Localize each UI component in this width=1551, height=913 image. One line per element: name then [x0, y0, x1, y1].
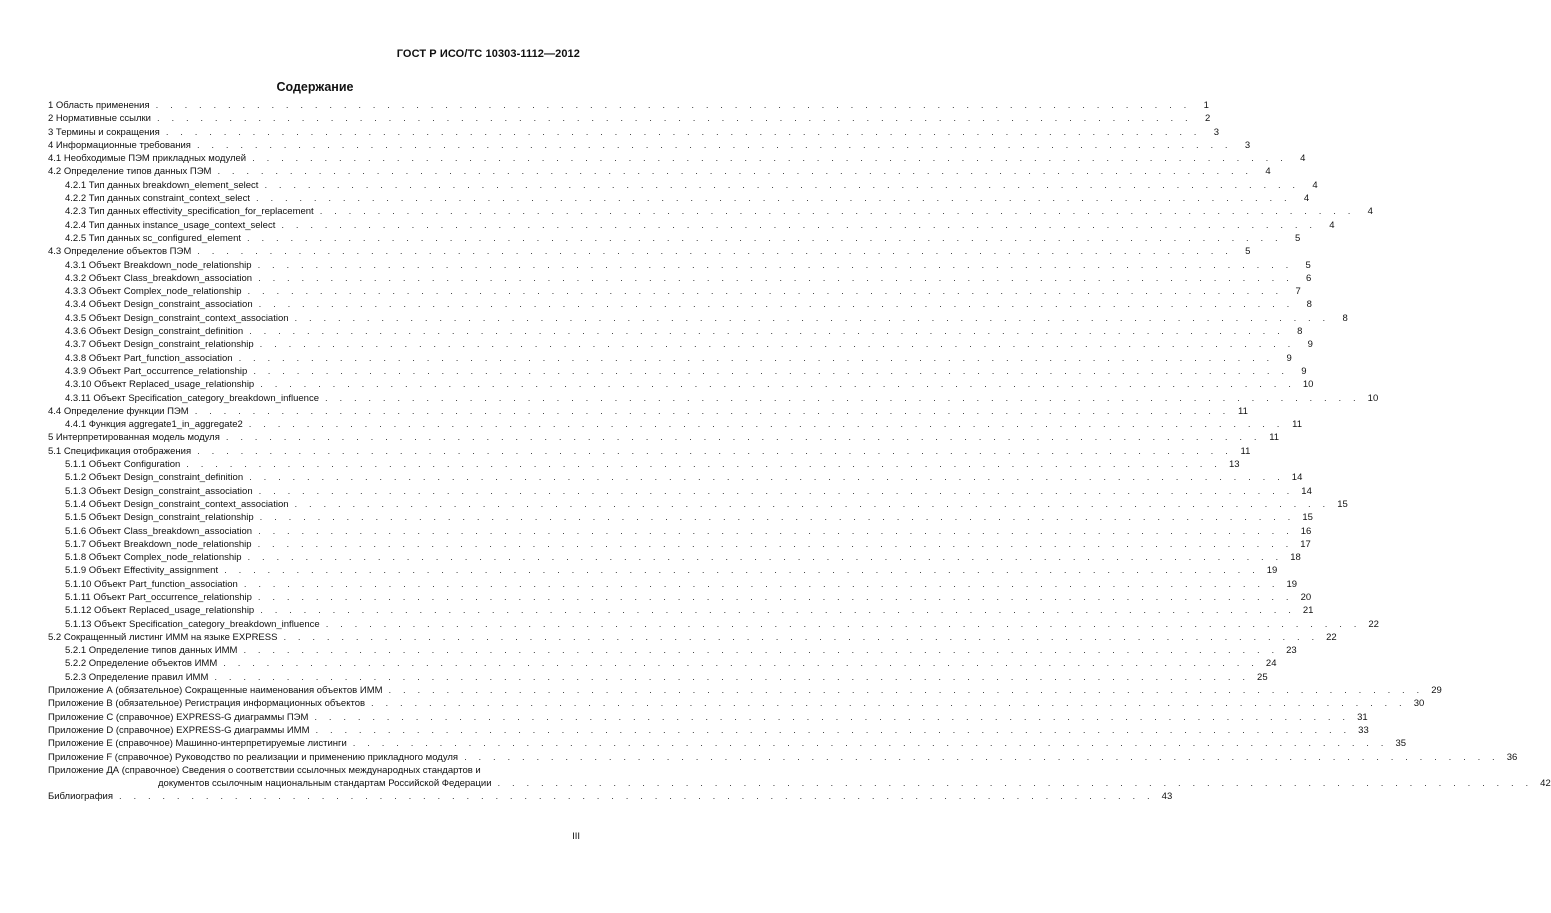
toc-leader-dots: . . . . . . . . . . . . . . . . . . . . . . . . . . . . . . . . . . . . . . . . . . . . . . . . . . . . . . . . . . . . . . . . . . . . . . . .: [255, 193, 1292, 205]
toc-leader-dots: . . . . . . . . . . . . . . . . . . . . . . . . . . . . . . . . . . . . . . . . . . . . . . . . . . . . . . . . . . . . . . . . . . . . . . . .: [223, 658, 1259, 670]
toc-entry-page: 3: [1213, 126, 1220, 138]
toc-entry-page: 43: [1161, 791, 1173, 803]
toc-entry-page: 5: [1294, 232, 1301, 244]
toc-entry: [48, 405, 1248, 418]
toc-leader-dots: . . . . . . . . . . . . . . . . . . . . . . . . . . . . . . . . . . . . . . . . . . . . . . . . . . . . . . . . . . . . . . . . . . . . . . . .: [186, 459, 1222, 471]
toc-entry: [48, 259, 1311, 272]
toc-entry-text: 5.1.7 Объект Breakdown_node_relationship: [65, 538, 252, 550]
toc-entry: [48, 618, 1379, 631]
toc-leader-dots: . . . . . . . . . . . . . . . . . . . . . . . . . . . . . . . . . . . . . . . . . . . . . . . . . . . . . . . . . . . . . . . . . . . . . . . .: [157, 113, 1193, 125]
toc-entry-text: 4.3.1 Объект Breakdown_node_relationship: [65, 259, 252, 271]
toc-entry: [48, 644, 1297, 657]
toc-entry-page: 20: [1300, 591, 1312, 603]
toc-entry-text: 4.3.11 Объект Specification_category_breakdown_influence: [65, 392, 319, 404]
toc-leader-dots: . . . . . . . . . . . . . . . . . . . . . . . . . . . . . . . . . . . . . . . . . . . . . . . . . . . . . . . . . . . . . . . . . . . . . . . .: [217, 166, 1253, 178]
toc-entry-text: Приложение В (обязательное) Регистрация информационных объектов: [48, 698, 366, 710]
toc-entry-page: 36: [1506, 751, 1518, 763]
toc-entry: [48, 671, 1268, 684]
toc-leader-dots: . . . . . . . . . . . . . . . . . . . . . . . . . . . . . . . . . . . . . . . . . . . . . . . . . . . . . . . . . . . . . . . . . . . . . . . .: [325, 392, 1361, 404]
toc-leader-dots: . . . . . . . . . . . . . . . . . . . . . . . . . . . . . . . . . . . . . . . . . . . . . . . . . . . . . . . . . . . . . . . . . . . . . . . .: [371, 698, 1407, 710]
toc-entry-page: 24: [1265, 658, 1277, 670]
toc-entry-page: 11: [1269, 432, 1280, 444]
toc-leader-dots: . . . . . . . . . . . . . . . . . . . . . . . . . . . . . . . . . . . . . . . . . . . . . . . . . . . . . . . . . . . . . . . . . . . . . . . .: [258, 272, 1294, 284]
toc-entry-text: 5.1.9 Объект Effectivity_assignment: [65, 565, 219, 577]
toc-entry: [48, 631, 1337, 644]
toc-entry-text: 5.1.6 Объект Class_breakdown_association: [65, 525, 253, 537]
toc-entry: [48, 711, 1368, 724]
toc-entry-page: 35: [1395, 738, 1407, 750]
toc-entry-text: 4.2.3 Тип данных effectivity_specification_for_replacement: [65, 206, 314, 218]
toc-entry-page: 9: [1286, 352, 1292, 364]
toc-entry-text: 5 Интерпретированная модель модуля: [48, 432, 220, 444]
toc-entry: [48, 511, 1313, 524]
toc-entry-page: 42: [1540, 778, 1551, 790]
toc-leader-dots: . . . . . . . . . . . . . . . . . . . . . . . . . . . . . . . . . . . . . . . . . . . . . . . . . . . . . . . . . . . . . . . . . . . . . . . .: [283, 631, 1319, 643]
toc-entry: [48, 471, 1303, 484]
toc-leader-dots: . . . . . . . . . . . . . . . . . . . . . . . . . . . . . . . . . . . . . . . . . . . . . . . . . . . . . . . . . . . . . . . . . . . . . . . .: [258, 485, 1294, 497]
toc-entry: [48, 179, 1318, 192]
toc-entry-text: 5.2.2 Определение объектов ИММ: [65, 658, 218, 670]
toc-entry-text: 4 Информационные требования: [48, 139, 191, 151]
toc-entry-page: 5: [1245, 246, 1251, 258]
toc-entry-text: 5.1.1 Объект Configuration: [65, 459, 181, 471]
toc-entry-text: 4.3.2 Объект Class_breakdown_association: [65, 272, 253, 284]
toc-entry: [48, 551, 1301, 564]
toc-entry-text: 5.1 Спецификация отображения: [48, 445, 192, 457]
toc-entry-text: 5.2.1 Определение типов данных ИММ: [65, 645, 238, 657]
toc-leader-dots: . . . . . . . . . . . . . . . . . . . . . . . . . . . . . . . . . . . . . . . . . . . . . . . . . . . . . . . . . . . . . . . . . . . . . . . .: [464, 751, 1500, 763]
toc-entry-text: Библиография: [48, 791, 113, 803]
toc-entry: [48, 684, 1442, 697]
toc-entry-text: 2 Нормативные ссылки: [48, 113, 151, 125]
toc-entry-page: 30: [1413, 698, 1425, 710]
toc-entry-page: 14: [1291, 472, 1303, 484]
toc-entry: [48, 764, 1551, 791]
toc-entry-page: 19: [1266, 565, 1278, 577]
toc-entry-text: 4.3.10 Объект Replaced_usage_relationship: [65, 379, 255, 391]
toc-leader-dots: . . . . . . . . . . . . . . . . . . . . . . . . . . . . . . . . . . . . . . . . . . . . . . . . . . . . . . . . . . . . . . . . . . . . . . . .: [257, 591, 1294, 603]
toc-entry-page: 29: [1431, 685, 1442, 697]
toc-entry-page: 1: [1203, 100, 1209, 111]
toc-entry-text-continued: документов ссылочным национальным стандартам Российской Федерации: [158, 778, 492, 790]
toc-entry-text: 4.2 Определение типов данных ПЭМ: [48, 166, 212, 178]
toc-entry-page: 9: [1301, 365, 1307, 377]
toc-entry-text: Приложение ДА (справочное) Сведения о соответствии ссылочных международных стандартов и: [48, 764, 481, 776]
toc-leader-dots: . . . . . . . . . . . . . . . . . . . . . . . . . . . . . . . . . . . . . . . . . . . . . . . . . . . . . . . . . . . . . . . . . . . . . . . .: [243, 578, 1280, 590]
toc-entry-text: 4.4.1 Функция aggregate1_in_aggregate2: [65, 419, 243, 431]
toc-entry-page: 33: [1358, 724, 1369, 736]
toc-entry-text: Приложение С (справочное) EXPRESS-G диаграммы ПЭМ: [48, 711, 309, 723]
toc-entry: [48, 232, 1301, 245]
toc-entry-text: 4.2.2 Тип данных constraint_context_select: [65, 193, 250, 205]
toc-entry: [48, 152, 1306, 165]
toc-leader-dots: . . . . . . . . . . . . . . . . . . . . . . . . . . . . . . . . . . . . . . . . . . . . . . . . . . . . . . . . . . . . . . . . . . . . . . . .: [196, 139, 1233, 151]
toc-entry: [48, 431, 1280, 444]
page-number: III: [572, 831, 580, 842]
toc-entry-text: Приложение D (справочное) EXPRESS-G диаграммы ИММ: [48, 724, 310, 736]
toc-leader-dots: . . . . . . . . . . . . . . . . . . . . . . . . . . . . . . . . . . . . . . . . . . . . . . . . . . . . . . . . . . . . . . . . . . . . . . . .: [155, 100, 1191, 111]
toc-leader-dots: . . . . . . . . . . . . . . . . . . . . . . . . . . . . . . . . . . . . . . . . . . . . . . . . . . . . . . . . . . . . . . . . . . . . . . . .: [214, 671, 1250, 683]
toc-entry: [48, 392, 1379, 405]
toc-leader-dots: . . . . . . . . . . . . . . . . . . . . . . . . . . . . . . . . . . . . . . . . . . . . . . . . . . . . . . . . . . . . . . . . . . . . . . . .: [224, 565, 1260, 577]
toc-entry-page: 19: [1286, 578, 1298, 590]
toc-entry: [48, 219, 1335, 232]
toc-entry: [48, 458, 1240, 471]
toc-entry-page: 17: [1300, 538, 1311, 550]
toc-entry-text: 5.2 Сокращенный листинг ИММ на языке EXPRESS: [48, 631, 278, 643]
toc-entry: [48, 205, 1373, 218]
toc-entry: [48, 99, 1209, 112]
toc-entry-text: Приложение Е (справочное) Машинно-интерпретируемые листинги: [48, 738, 347, 750]
toc-entry-page: 2: [1204, 113, 1211, 125]
toc-leader-dots: . . . . . . . . . . . . . . . . . . . . . . . . . . . . . . . . . . . . . . . . . . . . . . . . . . . . . . . . . . . . . . . . . . . . . . . .: [247, 286, 1283, 298]
toc-entry: [48, 790, 1173, 803]
toc-leader-dots: . . . . . . . . . . . . . . . . . . . . . . . . . . . . . . . . . . . . . . . . . . . . . . . . . . . . . . . . . . . . . . . . . . . . . . . .: [281, 219, 1317, 231]
toc-leader-dots: . . . . . . . . . . . . . . . . . . . . . . . . . . . . . . . . . . . . . . . . . . . . . . . . . . . . . . . . . . . . . . . . . . . . . . . .: [253, 365, 1289, 377]
toc-entry: [48, 724, 1369, 737]
toc-entry-text: 4.3 Определение объектов ПЭМ: [48, 246, 192, 258]
toc-entry-page: 4: [1265, 166, 1271, 178]
toc-entry: [48, 578, 1298, 591]
toc-entry-text: 4.3.4 Объект Design_constraint_association: [65, 299, 253, 311]
toc-entry-page: 10: [1367, 392, 1379, 404]
toc-entry: [48, 312, 1348, 325]
toc-leader-dots: . . . . . . . . . . . . . . . . . . . . . . . . . . . . . . . . . . . . . . . . . . . . . . . . . . . . . . . . . . . . . . . . . . . . . . . .: [314, 711, 1350, 723]
toc-entry: [48, 365, 1307, 378]
toc-leader-dots: . . . . . . . . . . . . . . . . . . . . . . . . . . . . . . . . . . . . . . . . . . . . . . . . . . . . . . . . . . . . . . . . . . . . . . . .: [388, 685, 1424, 697]
toc-entry-page: 4: [1303, 193, 1310, 205]
toc-leader-dots: . . . . . . . . . . . . . . . . . . . . . . . . . . . . . . . . . . . . . . . . . . . . . . . . . . . . . . . . . . . . . . . . . . . . . . . .: [319, 206, 1355, 218]
toc-entry-page: 7: [1295, 286, 1301, 298]
toc-entry-text: 4.3.3 Объект Complex_node_relationship: [65, 286, 242, 298]
toc-entry-text: 5.1.10 Объект Part_function_association: [65, 578, 238, 590]
toc-leader-dots: . . . . . . . . . . . . . . . . . . . . . . . . . . . . . . . . . . . . . . . . . . . . . . . . . . . . . . . . . . . . . . . . . . . . . . . .: [260, 605, 1296, 617]
toc-entry: [48, 751, 1518, 764]
toc-leader-dots: . . . . . . . . . . . . . . . . . . . . . . . . . . . . . . . . . . . . . . . . . . . . . . . . . . . . . . . . . . . . . . . . . . . . . . . .: [294, 312, 1330, 324]
toc-entry: [48, 498, 1348, 511]
toc-leader-dots: . . . . . . . . . . . . . . . . . . . . . . . . . . . . . . . . . . . . . . . . . . . . . . . . . . . . . . . . . . . . . . . . . . . . . . . .: [260, 379, 1296, 391]
toc-entry: [48, 126, 1220, 139]
toc-entry-page: 8: [1306, 299, 1312, 311]
toc-leader-dots: . . . . . . . . . . . . . . . . . . . . . . . . . . . . . . . . . . . . . . . . . . . . . . . . . . . . . . . . . . . . . . . . . . . . . . . .: [238, 352, 1274, 364]
toc-leader-dots: . . . . . . . . . . . . . . . . . . . . . . . . . . . . . . . . . . . . . . . . . . . . . . . . . . . . . . . . . . . . . . . . . . . . . . . .: [259, 512, 1295, 524]
toc-entry: [48, 378, 1314, 391]
toc-entry-page: 4: [1312, 179, 1318, 191]
toc-entry-text: 4.1 Необходимые ПЭМ прикладных модулей: [48, 153, 247, 165]
toc-entry-page: 11: [1292, 419, 1303, 431]
table-of-contents: [48, 99, 1551, 804]
toc-entry-text: 5.1.12 Объект Replaced_usage_relationship: [65, 605, 255, 617]
toc-entry-page: 8: [1342, 312, 1348, 324]
toc-leader-dots: . . . . . . . . . . . . . . . . . . . . . . . . . . . . . . . . . . . . . . . . . . . . . . . . . . . . . . . . . . . . . . . . . . . . . . . .: [257, 259, 1293, 271]
toc-entry: [48, 485, 1312, 498]
toc-entry-text: 4.3.6 Объект Design_constraint_definition: [65, 326, 244, 338]
toc-entry: [48, 418, 1303, 431]
toc-entry: [48, 737, 1407, 750]
toc-entry-page: 4: [1329, 219, 1335, 231]
toc-entry-text: 1 Область применения: [48, 100, 150, 111]
toc-entry-page: 25: [1257, 671, 1268, 683]
toc-entry: [48, 112, 1211, 125]
toc-entry-text: 5.1.11 Объект Part_occurrence_relationship: [65, 591, 252, 603]
toc-leader-dots: . . . . . . . . . . . . . . . . . . . . . . . . . . . . . . . . . . . . . . . . . . . . . . . . . . . . . . . . . . . . . . . . . . . . . . . .: [197, 445, 1233, 457]
toc-entry-page: 3: [1244, 139, 1251, 151]
toc-entry-page: 10: [1302, 379, 1314, 391]
toc-entry-text: 5.1.5 Объект Design_constraint_relationship: [65, 512, 254, 524]
toc-leader-dots: . . . . . . . . . . . . . . . . . . . . . . . . . . . . . . . . . . . . . . . . . . . . . . . . . . . . . . . . . . . . . . . . . . . . . . . .: [247, 232, 1283, 244]
toc-leader-dots: . . . . . . . . . . . . . . . . . . . . . . . . . . . . . . . . . . . . . . . . . . . . . . . . . . . . . . . . . . . . . . . . . . . . . . . .: [197, 246, 1233, 258]
toc-entry: [48, 245, 1251, 258]
toc-entry-text: 4.3.5 Объект Design_constraint_context_association: [65, 312, 289, 324]
toc-entry: [48, 564, 1278, 577]
toc-leader-dots: . . . . . . . . . . . . . . . . . . . . . . . . . . . . . . . . . . . . . . . . . . . . . . . . . . . . . . . . . . . . . . . . . . . . . . . .: [249, 472, 1285, 484]
toc-entry-text: Приложение F (справочное) Руководство по реализации и применению прикладного модуля: [48, 751, 459, 763]
toc-entry-text: Приложение А (обязательное) Сокращенные наименования объектов ИММ: [48, 685, 383, 697]
toc-leader-dots: . . . . . . . . . . . . . . . . . . . . . . . . . . . . . . . . . . . . . . . . . . . . . . . . . . . . . . . . . . . . . . . . . . . . . . . .: [325, 618, 1361, 630]
toc-entry: [48, 192, 1310, 205]
toc-leader-dots: . . . . . . . . . . . . . . . . . . . . . . . . . . . . . . . . . . . . . . . . . . . . . . . . . . . . . . . . . . . . . . . . . . . . . . . .: [315, 724, 1351, 736]
toc-entry-page: 13: [1228, 459, 1240, 471]
toc-leader-dots: . . . . . . . . . . . . . . . . . . . . . . . . . . . . . . . . . . . . . . . . . . . . . . . . . . . . . . . . . . . . . . . . . . . . . . . .: [165, 126, 1202, 138]
toc-leader-dots: . . . . . . . . . . . . . . . . . . . . . . . . . . . . . . . . . . . . . . . . . . . . . . . . . . . . . . . . . . . . . . . . . . . . . . . .: [352, 738, 1389, 750]
toc-leader-dots: . . . . . . . . . . . . . . . . . . . . . . . . . . . . . . . . . . . . . . . . . . . . . . . . . . . . . . . . . . . . . . . . . . . . . . . .: [249, 326, 1285, 338]
toc-leader-dots: . . . . . . . . . . . . . . . . . . . . . . . . . . . . . . . . . . . . . . . . . . . . . . . . . . . . . . . . . . . . . . . . . . . . . . . .: [294, 498, 1330, 510]
toc-leader-dots: . . . . . . . . . . . . . . . . . . . . . . . . . . . . . . . . . . . . . . . . . . . . . . . . . . . . . . . . . . . . . . . . . . . . . . . .: [243, 645, 1279, 657]
toc-entry: [48, 591, 1312, 604]
toc-leader-dots: . . . . . . . . . . . . . . . . . . . . . . . . . . . . . . . . . . . . . . . . . . . . . . . . . . . . . . . . . . . . . . . . . . . . . . . .: [258, 299, 1294, 311]
toc-entry-page: 21: [1302, 605, 1314, 617]
toc-entry-page: 14: [1301, 485, 1312, 497]
toc-entry: [48, 538, 1311, 551]
toc-entry-text: 5.1.13 Объект Specification_category_breakdown_influence: [65, 618, 320, 630]
toc-entry-page: 8: [1297, 326, 1303, 338]
toc-entry-text: 5.1.2 Объект Design_constraint_definition: [65, 472, 244, 484]
toc-leader-dots: . . . . . . . . . . . . . . . . . . . . . . . . . . . . . . . . . . . . . . . . . . . . . . . . . . . . . . . . . . . . . . . . . . . . . . . .: [225, 432, 1262, 444]
toc-entry: [48, 298, 1312, 311]
toc-entry-text: 4.2.4 Тип данных instance_usage_context_select: [65, 219, 276, 231]
toc-entry-page: 4: [1367, 206, 1373, 218]
toc-leader-dots: . . . . . . . . . . . . . . . . . . . . . . . . . . . . . . . . . . . . . . . . . . . . . . . . . . . . . . . . . . . . . . . . . . . . . . . .: [252, 153, 1288, 165]
toc-entry: [48, 165, 1271, 178]
toc-entry-text: 5.1.3 Объект Design_constraint_association: [65, 485, 253, 497]
toc-entry-text: 4.2.5 Тип данных sc_configured_element: [65, 232, 242, 244]
toc-entry-page: 5: [1305, 259, 1311, 271]
toc-entry-page: 9: [1307, 339, 1313, 351]
toc-entry-text: 3 Термины и сокращения: [48, 126, 160, 138]
toc-leader-dots: . . . . . . . . . . . . . . . . . . . . . . . . . . . . . . . . . . . . . . . . . . . . . . . . . . . . . . . . . . . . . . . . . . . . . . . .: [194, 405, 1230, 417]
toc-leader-dots: . . . . . . . . . . . . . . . . . . . . . . . . . . . . . . . . . . . . . . . . . . . . . . . . . . . . . . . . . . . . . . . . . . . . . . . .: [497, 778, 1533, 790]
toc-leader-dots: . . . . . . . . . . . . . . . . . . . . . . . . . . . . . . . . . . . . . . . . . . . . . . . . . . . . . . . . . . . . . . . . . . . . . . . .: [259, 339, 1295, 351]
toc-entry-page: 31: [1357, 711, 1368, 723]
toc-entry-page: 23: [1286, 645, 1297, 657]
toc-entry: [48, 285, 1301, 298]
toc-entry-page: 15: [1302, 512, 1313, 524]
toc-entry: [48, 525, 1312, 538]
toc-entry-page: 11: [1238, 405, 1248, 417]
toc-entry-page: 22: [1368, 618, 1379, 630]
toc-entry-text: 4.4 Определение функции ПЭМ: [48, 405, 189, 417]
toc-entry-text: 5.1.4 Объект Design_constraint_context_association: [65, 498, 289, 510]
toc-leader-dots: . . . . . . . . . . . . . . . . . . . . . . . . . . . . . . . . . . . . . . . . . . . . . . . . . . . . . . . . . . . . . . . . . . . . . . . .: [248, 419, 1285, 431]
toc-leader-dots: . . . . . . . . . . . . . . . . . . . . . . . . . . . . . . . . . . . . . . . . . . . . . . . . . . . . . . . . . . . . . . . . . . . . . . . .: [119, 791, 1155, 803]
toc-entry: [48, 604, 1314, 617]
toc-leader-dots: . . . . . . . . . . . . . . . . . . . . . . . . . . . . . . . . . . . . . . . . . . . . . . . . . . . . . . . . . . . . . . . . . . . . . . . .: [264, 179, 1300, 191]
toc-entry: [48, 352, 1292, 365]
toc-entry-page: 4: [1300, 153, 1306, 165]
toc-title: Содержание: [276, 80, 354, 94]
toc-entry-text: 4.3.8 Объект Part_function_association: [65, 352, 233, 364]
toc-entry-page: 15: [1337, 498, 1348, 510]
toc-entry-page: 18: [1290, 552, 1301, 564]
toc-entry: [48, 325, 1303, 338]
toc-entry-page: 6: [1306, 272, 1312, 284]
toc-leader-dots: . . . . . . . . . . . . . . . . . . . . . . . . . . . . . . . . . . . . . . . . . . . . . . . . . . . . . . . . . . . . . . . . . . . . . . . .: [258, 525, 1294, 537]
toc-entry-text: 4.2.1 Тип данных breakdown_element_select: [65, 179, 259, 191]
toc-entry: [48, 139, 1251, 152]
toc-entry-text: 5.1.8 Объект Complex_node_relationship: [65, 552, 242, 564]
toc-entry-text: 5.2.3 Определение правил ИММ: [65, 671, 209, 683]
toc-entry-text: 4.3.9 Объект Part_occurrence_relationship: [65, 365, 248, 377]
toc-entry-page: 11: [1240, 445, 1251, 457]
toc-entry-page: 16: [1300, 525, 1312, 537]
toc-entry: [48, 338, 1313, 351]
toc-entry-page: 22: [1326, 631, 1337, 643]
toc-leader-dots: . . . . . . . . . . . . . . . . . . . . . . . . . . . . . . . . . . . . . . . . . . . . . . . . . . . . . . . . . . . . . . . . . . . . . . . .: [257, 538, 1293, 550]
toc-leader-dots: . . . . . . . . . . . . . . . . . . . . . . . . . . . . . . . . . . . . . . . . . . . . . . . . . . . . . . . . . . . . . . . . . . . . . . . .: [247, 552, 1283, 564]
toc-entry: [48, 272, 1312, 285]
toc-entry: [48, 657, 1277, 670]
toc-entry: [48, 445, 1251, 458]
toc-entry-text: 4.3.7 Объект Design_constraint_relationship: [65, 339, 254, 351]
document-header: ГОСТ Р ИСО/ТС 10303-1112—2012: [396, 48, 580, 60]
toc-entry: [48, 697, 1425, 710]
